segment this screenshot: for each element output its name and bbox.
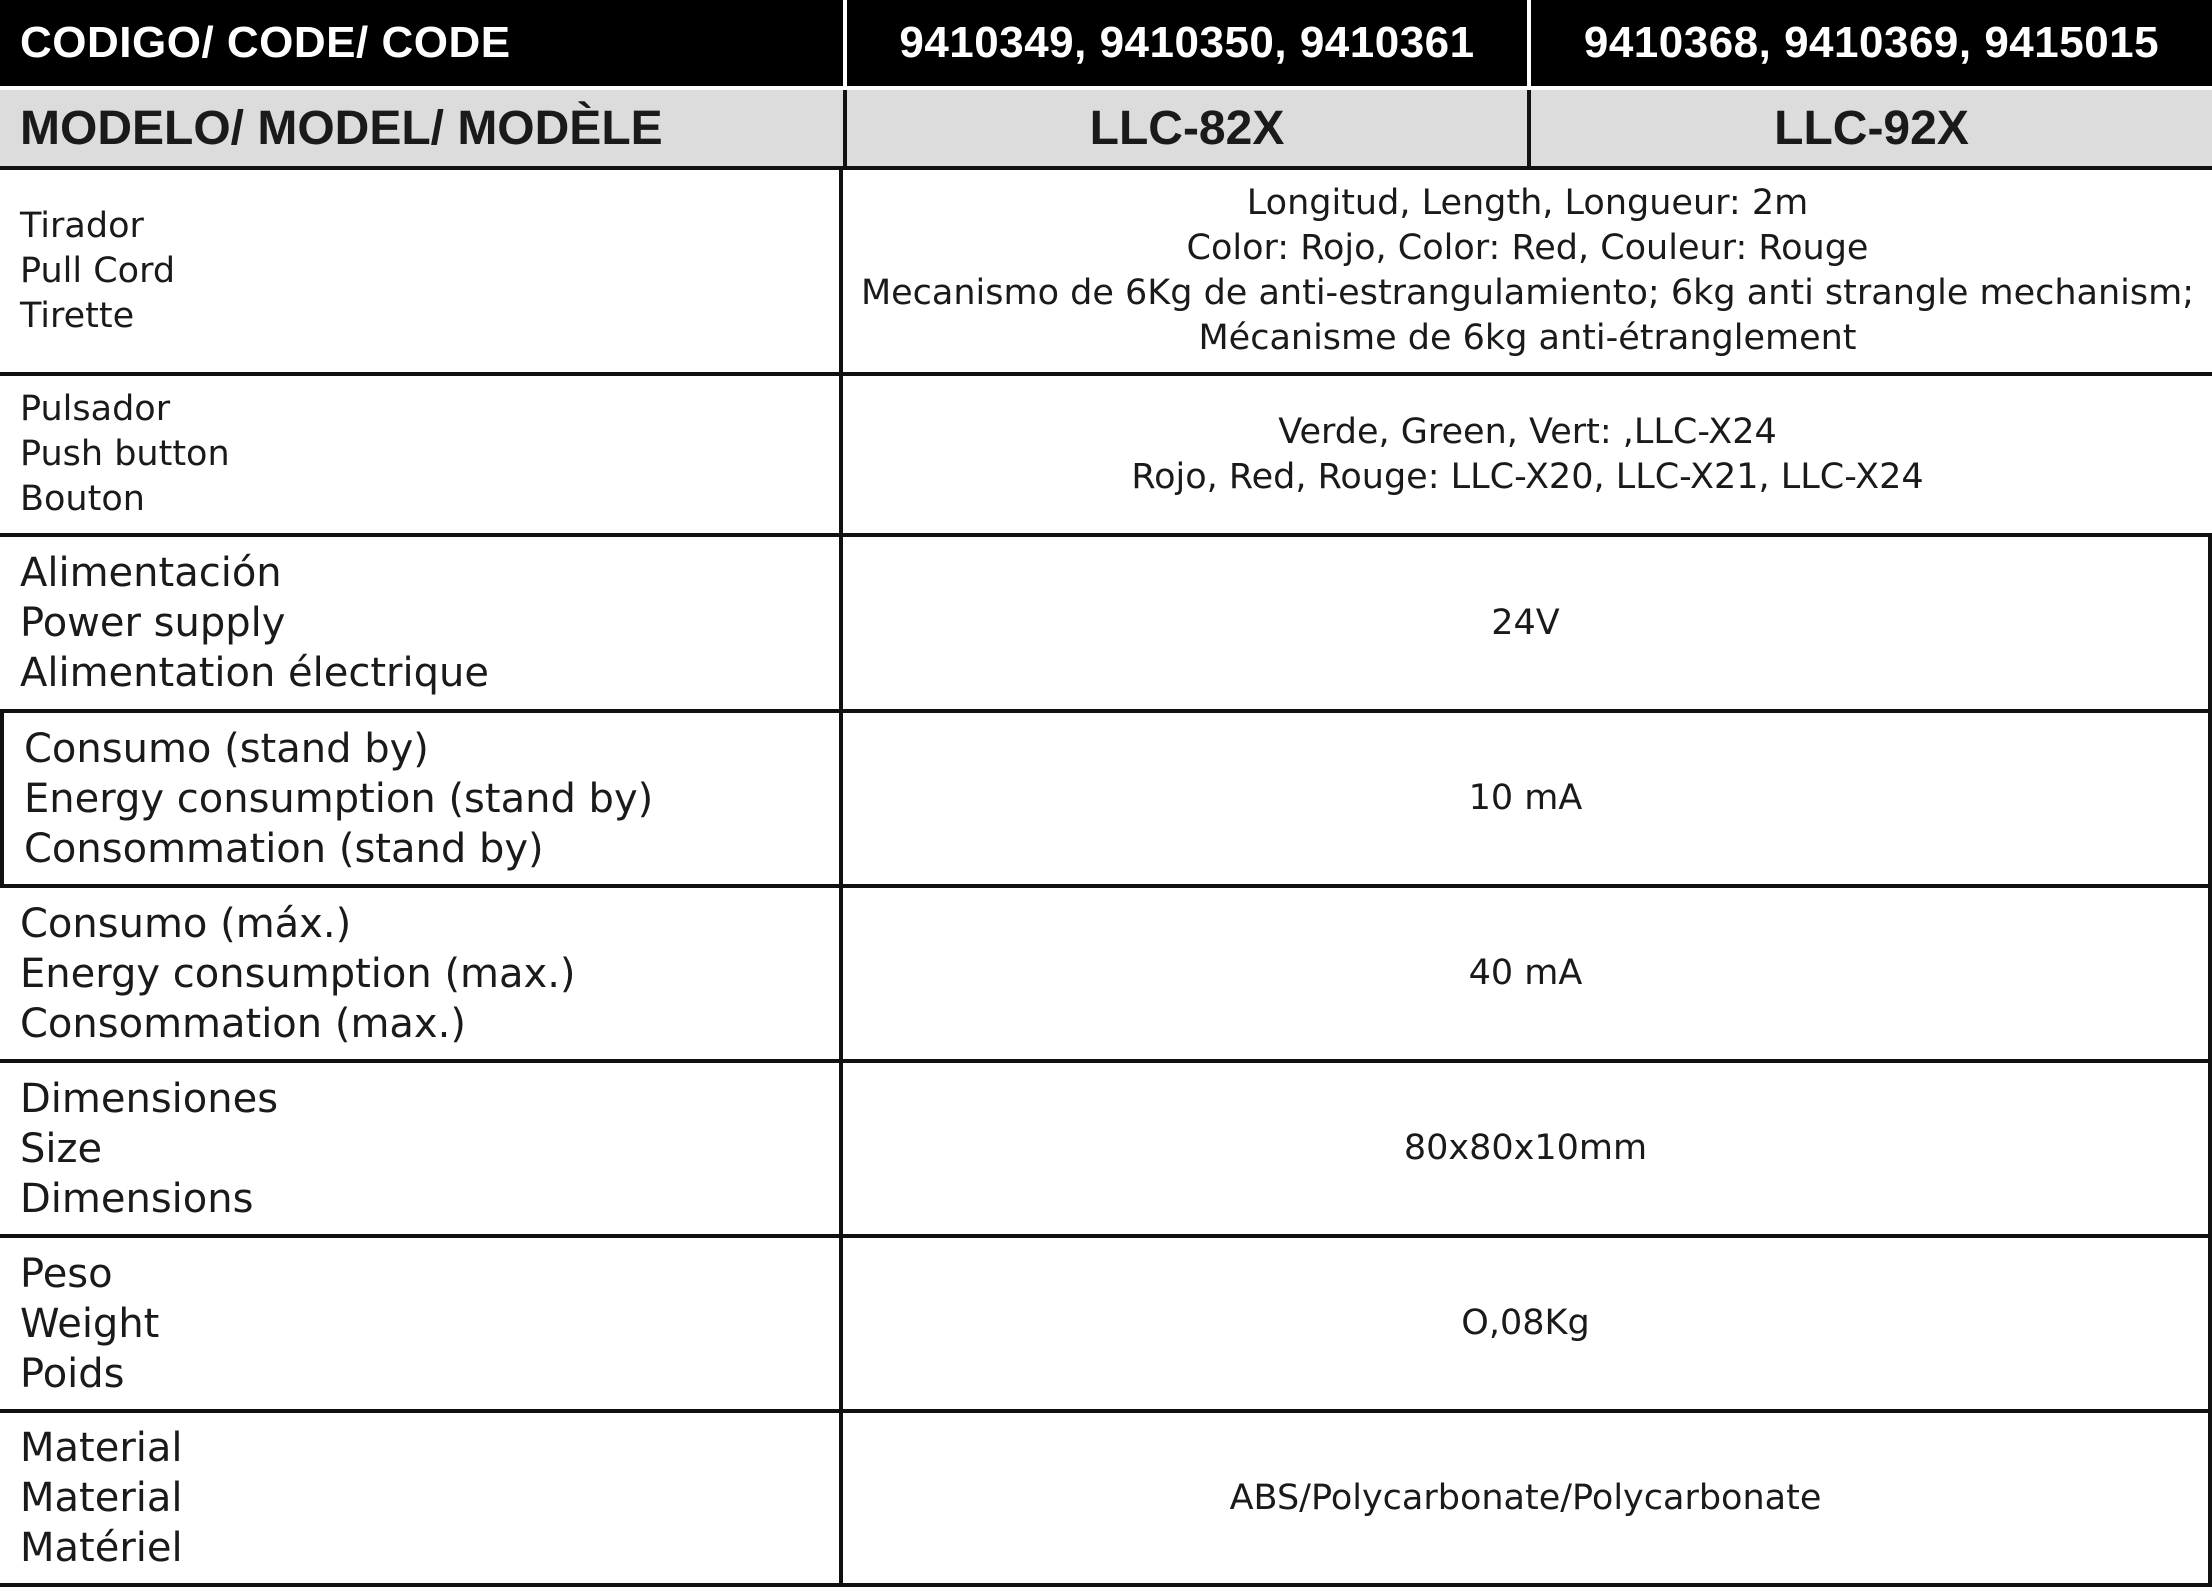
spec-value [843,170,2212,372]
spec-row-standby-consumption [0,713,2212,888]
label-en: Power supply [20,600,286,646]
value-line: 80x80x10mm [1403,1128,1648,1168]
label-es: Consumo (stand by) [24,725,429,772]
spec-value [843,537,2212,709]
label-fr: Poids [20,1350,125,1397]
spec-label [0,1413,843,1583]
value-line: 24V [1491,602,1560,643]
value-line: Mecanismo de 6Kg de anti-estrangulamiento; 6kg anti strangle mechanism; [860,273,2195,313]
spec-row-power-supply [0,537,2212,713]
value-line: Rojo, Red, Rouge: LLC-X20, LLC-X21, LLC-X24 [1131,456,1924,497]
code-header-row [0,0,2212,86]
spec-label [0,713,843,884]
label-fr: Bouton [20,479,145,519]
value-line: 10 mA [1468,778,1583,818]
label-en: Push button [20,434,230,474]
spec-row-max-consumption [0,888,2212,1063]
code-col-2: 9410368, 9410369, 9415015 [1527,0,2212,86]
label-en: Weight [20,1300,160,1347]
model-col-1: LLC-82X [843,90,1527,166]
value-line: Mécanisme de 6kg anti-étranglement [1198,318,1857,358]
code-header-label: CODIGO/ CODE/ CODE [20,18,511,67]
spec-label [0,376,843,533]
label-es: Dimensiones [20,1075,279,1122]
spec-value [843,1063,2212,1234]
code-col-1: 9410349, 9410350, 9410361 [843,0,1527,86]
spec-row-push-button [0,376,2212,537]
spec-label [0,1063,843,1234]
label-fr: Dimensions [20,1175,254,1222]
model-header-row [0,86,2212,170]
spec-label [0,537,843,709]
spec-row-weight [0,1238,2212,1413]
label-fr: Alimentation électrique [20,650,489,696]
value-line: 40 mA [1468,953,1583,993]
label-es: Consumo (máx.) [20,900,352,947]
label-en: Size [20,1125,103,1172]
label-en: Pull Cord [20,250,176,291]
model-header-label: MODELO/ MODEL/ MODÈLE [20,101,663,155]
value-line: Color: Rojo, Color: Red, Couleur: Rouge [1186,228,1869,268]
spec-row-pull-cord [0,170,2212,376]
label-en: Energy consumption (stand by) [24,775,654,822]
spec-value [843,1238,2212,1409]
model-col-2: LLC-92X [1527,90,2212,166]
label-en: Material [20,1475,183,1521]
value-line: ABS/Polycarbonate/Polycarbonate [1229,1477,1822,1518]
label-en: Energy consumption (max.) [20,950,576,997]
label-fr: Matériel [20,1525,183,1571]
spec-value [843,713,2212,884]
spec-value [843,376,2212,533]
spec-label [0,1238,843,1409]
label-fr: Consommation (max.) [20,1000,466,1047]
spec-row-size [0,1063,2212,1238]
label-es: Peso [20,1250,113,1297]
label-fr: Consommation (stand by) [24,825,544,872]
spec-label [0,888,843,1059]
value-line: Longitud, Length, Longueur: 2m [1246,183,1809,223]
label-es: Tirador [20,205,144,246]
value-line: Verde, Green, Vert: ,LLC-X24 [1278,411,1777,452]
spec-row-material [0,1413,2212,1587]
label-es: Alimentación [20,550,282,596]
label-fr: Tirette [20,295,135,336]
spec-value [843,1413,2212,1583]
label-es: Material [20,1425,183,1471]
spec-value [843,888,2212,1059]
spec-label [0,170,843,372]
label-es: Pulsador [20,389,171,429]
value-line: O,08Kg [1461,1303,1590,1343]
